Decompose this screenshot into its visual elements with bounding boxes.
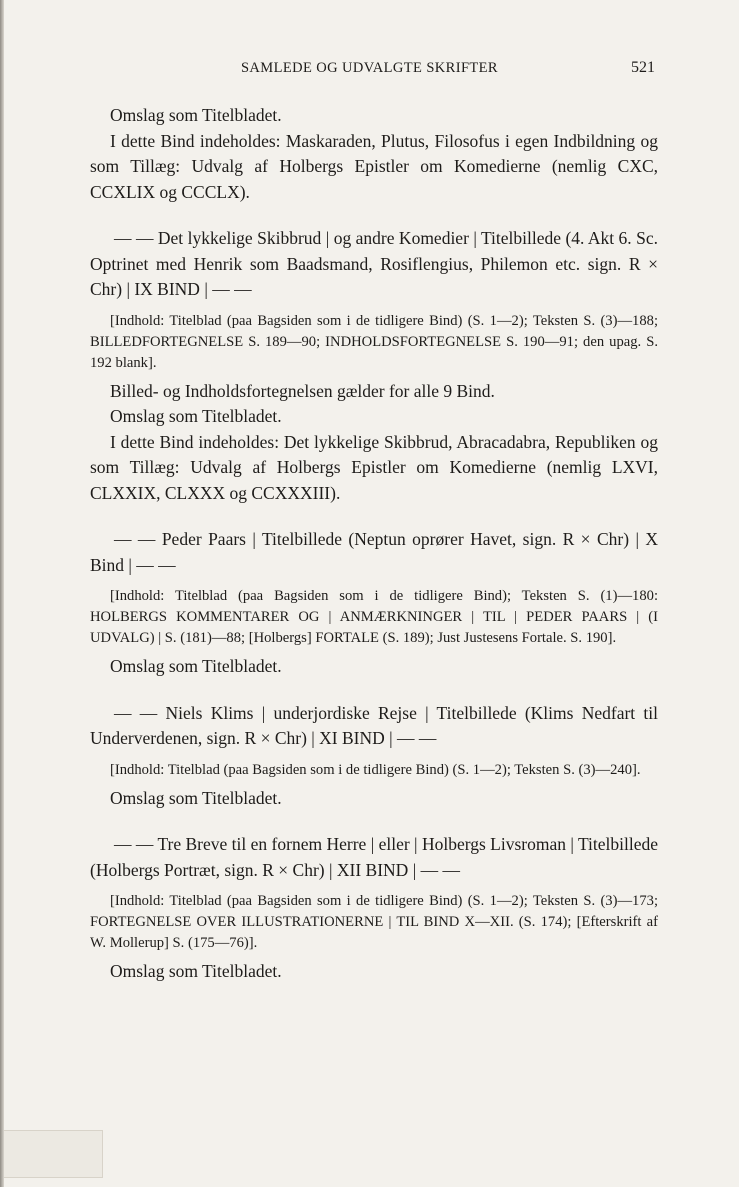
volume-contents-note: I dette Bind indeholdes: Maskaraden, Plutus, Filosofus i egen Indbildning og som Tillæg: Udvalg af Holbergs Epistler om Komedierne (nemlig CXC, CCXLIX og CCCLX).	[90, 130, 658, 202]
cover-note: Omslag som Titelbladet.	[110, 105, 282, 125]
volume-contents-note: I dette Bind indeholdes: Det lykkelige Skibbrud, Abracadabra, Republiken og som Tillæg: Udvalg af Holbergs Epistler om Komedierne (nemlig LXVI, CLXXIX, CLXXX og CCXXXIII).	[90, 431, 658, 503]
cover-note: Omslag som Titelbladet.	[110, 961, 282, 981]
running-header	[0, 60, 739, 82]
contents-description: [Indhold: Titelblad (paa Bagsiden som i de tidligere Bind); Teksten S. (1)—180: HOLBERGS KOMMENTARER OG | ANMÆRKNINGER | TIL | PEDER PAARS | (I UDVALG) | S. (181)—88; [Holbergs] FORTALE (S. 189); Just Justesens Fortale. S. 190].	[90, 588, 658, 646]
cover-note: Omslag som Titelbladet.	[110, 406, 282, 426]
index-note: Billed- og Indholdsfortegnelsen gælder for alle 9 Bind.	[110, 380, 495, 401]
cover-note: Omslag som Titelbladet.	[110, 656, 282, 676]
contents-description: [Indhold: Titelblad (paa Bagsiden som i de tidligere Bind) (S. 1—2); Teksten S. (3)—173; FORTEGNELSE OVER ILLUSTRATIONERNE | TIL BIND X—XII. (S. 174); [Efterskrift af W. Mollerup] S. (175—76)].	[90, 893, 658, 951]
bibliographic-entry: — — Det lykkelige Skibbrud | og andre Komedier | Titelbillede (4. Akt 6. Sc. Optrinet med Henrik som Baadsmand, Rosiflengius, Philemon etc. sign. R × Chr) | IX BIND | — —	[90, 228, 658, 299]
page-body	[90, 103, 658, 985]
page-binding-edge	[0, 0, 4, 1187]
cover-note: Omslag som Titelbladet.	[110, 787, 282, 808]
bibliographic-entry: — — Tre Breve til en fornem Herre | eller | Holbergs Livsroman | Titelbillede (Holbergs Portræt, sign. R × Chr) | XII BIND | — —	[90, 834, 658, 880]
bibliographic-entry: — — Niels Klims | underjordiske Rejse | Titelbillede (Klims Nedfart til Underverdenen, sign. R × Chr) | XI BIND | — —	[90, 702, 658, 748]
paper-slip	[4, 1130, 103, 1178]
page-number: 521	[631, 59, 655, 76]
running-title: SAMLEDE OG UDVALGTE SKRIFTER	[240, 60, 499, 76]
bibliographic-entry: — — Peder Paars | Titelbillede (Neptun oprører Havet, sign. R × Chr) | X Bind | — —	[90, 529, 658, 575]
contents-description: [Indhold: Titelblad (paa Bagsiden som i de tidligere Bind) (S. 1—2); Teksten S. (3)—240].	[110, 761, 641, 778]
contents-description: [Indhold: Titelblad (paa Bagsiden som i de tidligere Bind) (S. 1—2); Teksten S. (3)—188; BILLEDFORTEGNELSE S. 189—90; INDHOLDSFORTEGNELSE S. 190—91; den upag. S. 192 blank].	[90, 312, 658, 371]
